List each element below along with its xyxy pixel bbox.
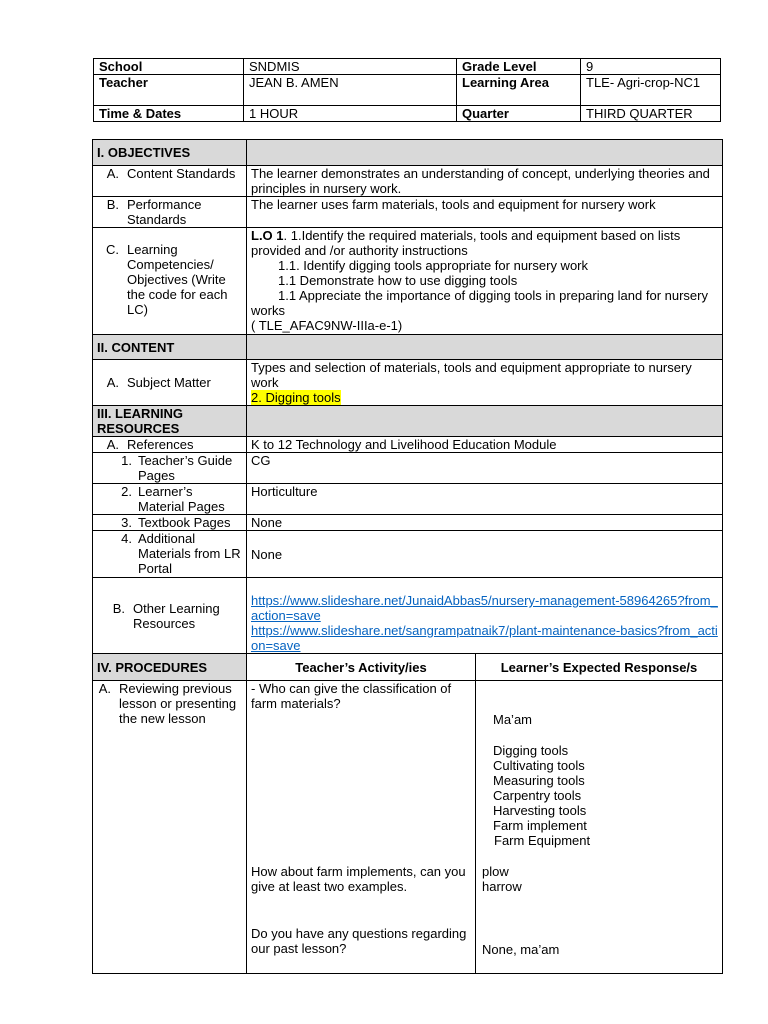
other-resources-links bbox=[247, 578, 723, 654]
resource-item-label-cell bbox=[93, 531, 247, 578]
subject-matter-text-cell bbox=[247, 360, 723, 406]
learning-competencies-label-cell bbox=[93, 228, 247, 335]
lo-label: L.O 1 bbox=[251, 228, 284, 243]
grade-value: 9 bbox=[581, 59, 721, 75]
lc-code: ( TLE_AFAC9NW-IIIa-e-1) bbox=[251, 318, 403, 333]
slideshare-link-2[interactable]: https://www.slideshare.net/sangrampatnaik7/plant-maintenance-basics?from_action=save bbox=[251, 623, 718, 653]
teachers-guide-value: CG bbox=[247, 453, 723, 484]
quarter-value: THIRD QUARTER bbox=[581, 106, 721, 122]
lc-line-3: 1.1 Demonstrate how to use digging tools bbox=[278, 273, 518, 288]
item-letter: A. bbox=[106, 437, 119, 452]
learner-response-header: Learner’s Expected Response/s bbox=[476, 654, 723, 681]
header-info-table bbox=[93, 58, 721, 122]
slideshare-link-1[interactable]: https://www.slideshare.net/JunaidAbbas5/nursery-management-58964265?from_action=save bbox=[251, 593, 718, 623]
lesson-plan-table bbox=[92, 139, 723, 974]
lc-line-1: . 1.Identify the required materials, tools and equipment based on lists provided and /or authority instructions bbox=[251, 228, 681, 258]
list-item: Farm Equipment bbox=[494, 833, 591, 848]
resource-item-label-cell bbox=[93, 484, 247, 515]
subject-matter-text: Types and selection of materials, tools and equipment appropriate to nursery work bbox=[251, 360, 692, 390]
teacher-label: Teacher bbox=[94, 75, 244, 106]
implements-list bbox=[482, 864, 522, 894]
review-label: Reviewing previous lesson or presenting the new lesson bbox=[119, 681, 237, 726]
textbook-pages-value: None bbox=[247, 515, 723, 531]
resource-item-label-cell bbox=[93, 515, 247, 531]
item-letter: A. bbox=[98, 681, 111, 696]
textbook-pages-label: Textbook Pages bbox=[138, 515, 231, 530]
teacher-activity-header: Teacher’s Activity/ies bbox=[247, 654, 476, 681]
learners-material-value: Horticulture bbox=[247, 484, 723, 515]
performance-standards-text: The learner uses farm materials, tools and equipment for nursery work bbox=[247, 197, 723, 228]
teacher-activity-cell bbox=[247, 681, 476, 974]
school-value: SNDMIS bbox=[244, 59, 457, 75]
learner-answer-3: None, ma’am bbox=[482, 942, 560, 957]
content-heading: II. CONTENT bbox=[93, 335, 247, 360]
item-letter: A. bbox=[106, 166, 119, 181]
farm-materials-list bbox=[493, 743, 590, 848]
lc-line-4: 1.1 Appreciate the importance of digging tools in preparing land for nursery works bbox=[251, 288, 708, 318]
procedures-heading: IV. PROCEDURES bbox=[93, 654, 247, 681]
content-heading-fill bbox=[247, 335, 723, 360]
teachers-guide-label: Teacher’s Guide Pages bbox=[138, 453, 233, 483]
learning-competencies-label: Learning Competencies/ Objectives (Write the code for each LC) bbox=[127, 242, 228, 317]
teacher-question-3: Do you have any questions regarding our past lesson? bbox=[251, 926, 467, 956]
learning-competencies-text bbox=[247, 228, 723, 335]
time-value: 1 HOUR bbox=[244, 106, 457, 122]
item-letter: A. bbox=[106, 375, 119, 390]
content-standards-label: Content Standards bbox=[127, 166, 236, 181]
other-resources-label: Other Learning Resources bbox=[133, 600, 220, 631]
resources-heading-cell bbox=[93, 406, 247, 437]
performance-standards-label: Performance Standards bbox=[127, 197, 202, 227]
item-letter: C. bbox=[106, 242, 119, 257]
teacher-question-2: How about farm implements, can you give at least two examples. bbox=[251, 864, 466, 894]
area-label: Learning Area bbox=[457, 75, 581, 106]
content-standards-label-cell bbox=[93, 166, 247, 197]
learners-material-label: Learner’s Material Pages bbox=[138, 484, 225, 514]
subject-matter-label-cell bbox=[93, 360, 247, 406]
content-standards-text: The learner demonstrates an understanding of concept, underlying theories and principles in nursery work. bbox=[247, 166, 723, 197]
school-label: School bbox=[94, 59, 244, 75]
objectives-heading-fill bbox=[247, 140, 723, 166]
other-resources-label-cell bbox=[93, 578, 247, 654]
performance-standards-label-cell bbox=[93, 197, 247, 228]
list-item: Carpentry tools bbox=[493, 788, 582, 803]
area-value: TLE- Agri-crop-NC1 bbox=[581, 75, 721, 106]
item-number: 2. bbox=[121, 484, 132, 499]
list-item: harrow bbox=[482, 879, 522, 894]
resources-heading-fill bbox=[247, 406, 723, 437]
list-item: Measuring tools bbox=[493, 773, 585, 788]
item-number: 3. bbox=[121, 515, 132, 530]
time-label: Time & Dates bbox=[94, 106, 244, 122]
learner-answer-maam: Ma’am bbox=[493, 712, 533, 727]
grade-label: Grade Level bbox=[457, 59, 581, 75]
references-label-cell bbox=[93, 437, 247, 453]
subject-matter-label: Subject Matter bbox=[127, 375, 211, 390]
list-item: Harvesting tools bbox=[493, 803, 587, 818]
list-item: Digging tools bbox=[493, 743, 569, 758]
item-number: 4. bbox=[121, 531, 132, 546]
list-item: Cultivating tools bbox=[493, 758, 585, 773]
item-number: 1. bbox=[121, 453, 132, 468]
item-letter: B. bbox=[106, 197, 119, 212]
teacher-question-1: - Who can give the classification of farm materials? bbox=[251, 681, 452, 711]
item-letter: B. bbox=[112, 600, 125, 616]
objectives-heading: I. OBJECTIVES bbox=[93, 140, 247, 166]
learner-response-cell bbox=[476, 681, 723, 974]
review-label-cell bbox=[93, 681, 247, 974]
references-value: K to 12 Technology and Livelihood Education Module bbox=[247, 437, 723, 453]
lc-line-2: 1.1. Identify digging tools appropriate for nursery work bbox=[278, 258, 589, 273]
resources-heading: III. LEARNING RESOURCES bbox=[97, 406, 183, 436]
subject-highlight: 2. Digging tools bbox=[251, 390, 341, 405]
references-label: References bbox=[127, 437, 194, 452]
resource-item-label-cell bbox=[93, 453, 247, 484]
list-item: plow bbox=[482, 864, 509, 879]
list-item: Farm implement bbox=[493, 818, 587, 833]
additional-materials-label: Additional Materials from LR Portal bbox=[138, 531, 241, 576]
additional-materials-value: None bbox=[247, 531, 723, 578]
quarter-label: Quarter bbox=[457, 106, 581, 122]
teacher-value: JEAN B. AMEN bbox=[244, 75, 457, 106]
